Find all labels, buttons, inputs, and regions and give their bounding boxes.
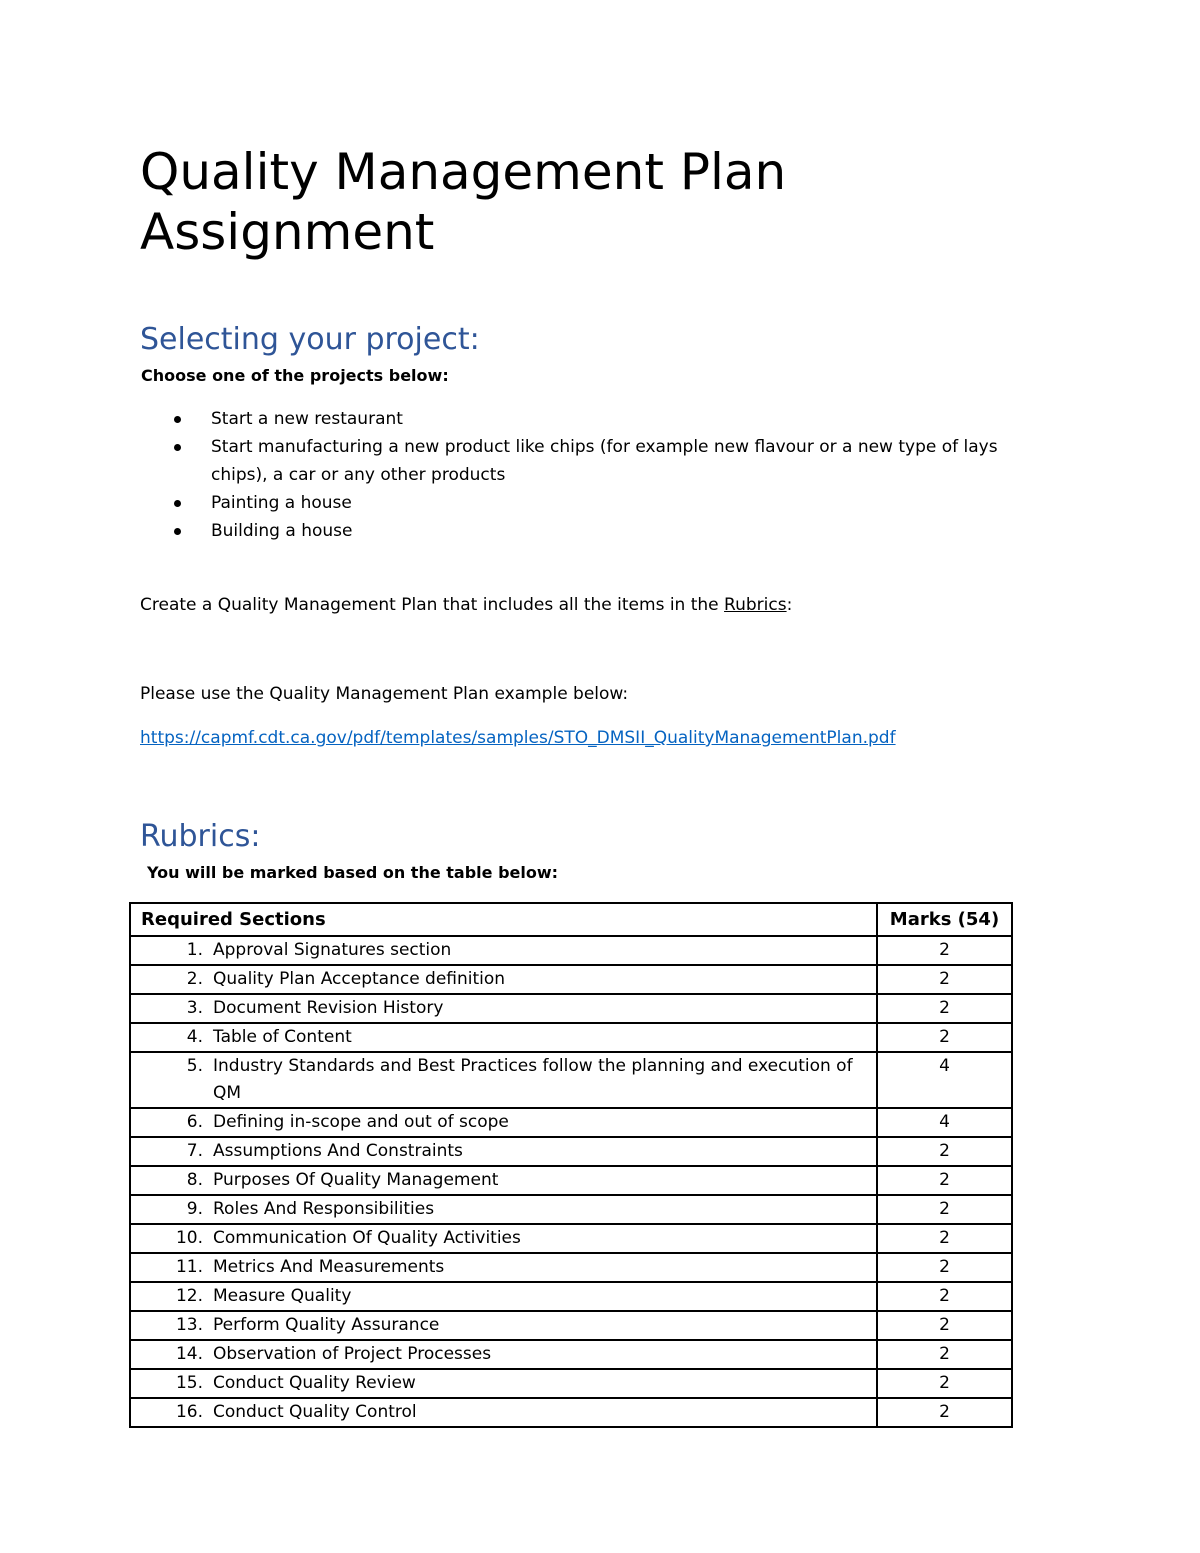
project-list xyxy=(140,405,1020,545)
row-number: 13. xyxy=(175,1315,203,1335)
row-number: 8. xyxy=(186,1170,203,1190)
section-cell xyxy=(130,1340,877,1369)
marks-cell: 2 xyxy=(877,1023,1012,1052)
section-name: Purposes Of Quality Management xyxy=(213,1170,499,1190)
table-row xyxy=(130,1282,1012,1311)
projects-intro: Choose one of the projects below: xyxy=(141,366,449,385)
row-number: 4. xyxy=(186,1027,203,1047)
marks-cell: 2 xyxy=(877,1224,1012,1253)
marks-cell: 2 xyxy=(877,1195,1012,1224)
section-name: Roles And Responsibilities xyxy=(213,1199,435,1219)
table-row xyxy=(130,1137,1012,1166)
create-instruction: Create a Quality Management Plan that includes all the items in the Rubrics: xyxy=(140,595,793,615)
table-row xyxy=(130,1398,1012,1427)
section-name: Communication Of Quality Activities xyxy=(213,1228,521,1248)
table-row xyxy=(130,1108,1012,1137)
marks-cell: 2 xyxy=(877,936,1012,965)
row-number: 12. xyxy=(175,1286,203,1306)
marks-cell: 2 xyxy=(877,994,1012,1023)
row-number: 5. xyxy=(186,1056,203,1076)
row-number: 1. xyxy=(186,940,203,960)
section-name: Conduct Quality Control xyxy=(213,1402,417,1422)
section-name: Document Revision History xyxy=(213,998,444,1018)
row-number: 6. xyxy=(186,1112,203,1132)
section-name: Defining in-scope and out of scope xyxy=(213,1112,509,1132)
list-item: Building a house xyxy=(140,517,1020,545)
row-number: 16. xyxy=(175,1402,203,1422)
section-name: Quality Plan Acceptance definition xyxy=(213,969,506,989)
section-cell xyxy=(130,1253,877,1282)
table-row xyxy=(130,1224,1012,1253)
marks-cell: 2 xyxy=(877,1369,1012,1398)
row-number: 3. xyxy=(186,998,203,1018)
section-cell xyxy=(130,1224,877,1253)
list-item: Painting a house xyxy=(140,489,1020,517)
table-row xyxy=(130,936,1012,965)
section-cell xyxy=(130,1023,877,1052)
row-number: 14. xyxy=(175,1344,203,1364)
table-row xyxy=(130,965,1012,994)
marks-cell: 2 xyxy=(877,1282,1012,1311)
example-url-link[interactable]: https://capmf.cdt.ca.gov/pdf/templates/samples/STO_DMSII_QualityManagementPlan.pdf xyxy=(140,728,896,748)
section-cell xyxy=(130,1369,877,1398)
example-instruction: Please use the Quality Management Plan example below: xyxy=(140,684,629,704)
list-item: Start manufacturing a new product like chips (for example new flavour or a new type of lays chips), a car or any other products xyxy=(140,433,1020,489)
section-cell xyxy=(130,965,877,994)
row-number: 10. xyxy=(175,1228,203,1248)
table-row xyxy=(130,1023,1012,1052)
marks-cell: 2 xyxy=(877,1253,1012,1282)
rubric-table-body xyxy=(130,936,1012,1427)
row-number: 15. xyxy=(175,1373,203,1393)
section-cell xyxy=(130,1282,877,1311)
table-row xyxy=(130,1253,1012,1282)
bullet-icon xyxy=(174,444,181,451)
section-name: Observation of Project Processes xyxy=(213,1344,492,1364)
rubrics-link[interactable]: Rubrics xyxy=(724,595,787,615)
section-cell xyxy=(130,1166,877,1195)
column-header-sections: Required Sections xyxy=(130,903,877,936)
marks-cell: 2 xyxy=(877,1137,1012,1166)
table-row xyxy=(130,1340,1012,1369)
section-cell xyxy=(130,1398,877,1427)
bullet-icon xyxy=(174,416,181,423)
section-cell xyxy=(130,1311,877,1340)
heading-selecting-project: Selecting your project: xyxy=(140,322,480,357)
marks-cell: 4 xyxy=(877,1108,1012,1137)
table-header-row xyxy=(130,903,1012,936)
document-title: Quality Management Plan Assignment xyxy=(140,143,787,261)
section-cell xyxy=(130,1137,877,1166)
marks-cell: 2 xyxy=(877,965,1012,994)
example-url-paragraph xyxy=(140,726,896,750)
marks-cell: 2 xyxy=(877,1166,1012,1195)
column-header-marks: Marks (54) xyxy=(877,903,1012,936)
rubric-table xyxy=(129,902,1013,1428)
section-cell xyxy=(130,994,877,1023)
bullet-icon xyxy=(174,528,181,535)
table-row xyxy=(130,1052,1012,1108)
section-cell xyxy=(130,1108,877,1137)
section-name: Measure Quality xyxy=(213,1286,352,1306)
section-name: Industry Standards and Best Practices follow the planning and execution of QM xyxy=(213,1056,853,1103)
section-name: Approval Signatures section xyxy=(213,940,452,960)
table-row xyxy=(130,1195,1012,1224)
marks-cell: 4 xyxy=(877,1052,1012,1108)
row-number: 9. xyxy=(186,1199,203,1219)
table-row xyxy=(130,1369,1012,1398)
table-row xyxy=(130,1311,1012,1340)
list-item: Start a new restaurant xyxy=(140,405,1020,433)
section-name: Perform Quality Assurance xyxy=(213,1315,440,1335)
section-name: Metrics And Measurements xyxy=(213,1257,445,1277)
bullet-icon xyxy=(174,500,181,507)
row-number: 2. xyxy=(186,969,203,989)
section-cell xyxy=(130,1195,877,1224)
marks-cell: 2 xyxy=(877,1398,1012,1427)
table-row xyxy=(130,994,1012,1023)
section-name: Table of Content xyxy=(213,1027,352,1047)
section-name: Assumptions And Constraints xyxy=(213,1141,463,1161)
section-cell xyxy=(130,936,877,965)
section-name: Conduct Quality Review xyxy=(213,1373,416,1393)
rubrics-intro: You will be marked based on the table below: xyxy=(147,863,559,882)
section-cell xyxy=(130,1052,877,1108)
marks-cell: 2 xyxy=(877,1311,1012,1340)
heading-rubrics: Rubrics: xyxy=(140,819,261,854)
row-number: 7. xyxy=(186,1141,203,1161)
table-row xyxy=(130,1166,1012,1195)
marks-cell: 2 xyxy=(877,1340,1012,1369)
row-number: 11. xyxy=(175,1257,203,1277)
